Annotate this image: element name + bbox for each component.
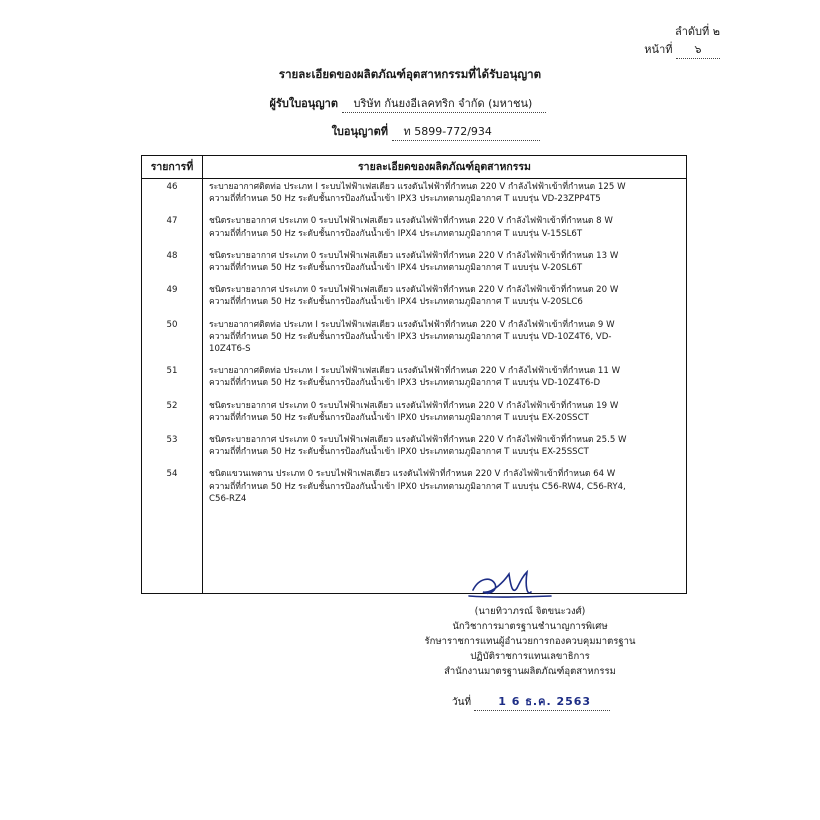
description-line: ชนิดระบายอากาศ ประเภท 0 ระบบไฟฟ้าเฟสเดียว แรงดันไฟฟ้าที่กำหนด 220 V กำลังไฟฟ้าเข้าที่กำหนด 20 W: [209, 285, 619, 296]
signatory-block: [420, 604, 640, 679]
description-line: ความถี่ที่กำหนด 50 Hz ระดับชั้นการป้องกันน้ำเข้า IPX0 ประเภทตามภูมิอากาศ T แบบรุ่น EX-25SSCT: [209, 447, 589, 458]
licensee-field: [258, 94, 546, 113]
item-description: [203, 317, 687, 364]
description-line: ระบายอากาศติดท่อ ประเภท I ระบบไฟฟ้าเฟสเดียว แรงดันไฟฟ้าที่กำหนด 220 V กำลังไฟฟ้าเข้าที่กำหนด 125 W: [209, 182, 626, 192]
item-number: 50: [142, 317, 203, 364]
item-description: [203, 282, 687, 316]
licensee-value: บริษัท กันยงอีเลคทริก จำกัด (มหาชน): [342, 94, 546, 113]
table-row: [142, 179, 687, 214]
description-line: 10Z4T6-S: [209, 344, 251, 355]
description-line: ชนิดระบายอากาศ ประเภท 0 ระบบไฟฟ้าเฟสเดียว แรงดันไฟฟ้าที่กำหนด 220 V กำลังไฟฟ้าเข้าที่กำหนด 13 W: [209, 250, 619, 261]
table-row: [142, 466, 687, 513]
date-value: 1 6 ธ.ค. 2563: [474, 692, 610, 711]
description-line: ความถี่ที่กำหนด 50 Hz ระดับชั้นการป้องกันน้ำเข้า IPX4 ประเภทตามภูมิอากาศ T แบบรุ่น V-20SLC6: [209, 297, 583, 308]
description-line: ชนิดระบายอากาศ ประเภท 0 ระบบไฟฟ้าเฟสเดียว แรงดันไฟฟ้าที่กำหนด 220 V กำลังไฟฟ้าเข้าที่กำหนด 8 W: [209, 216, 613, 227]
table-body: [142, 179, 687, 594]
signatory-position-1: นักวิชาการมาตรฐานชำนาญการพิเศษ: [452, 621, 608, 632]
table-row: [142, 248, 687, 282]
license-number-label: ใบอนุญาตที่: [331, 125, 388, 138]
table-end-row: [142, 513, 687, 594]
description-line: ระบายอากาศติดท่อ ประเภท I ระบบไฟฟ้าเฟสเดียว แรงดันไฟฟ้าที่กำหนด 220 V กำลังไฟฟ้าเข้าที่กำหนด 9 W: [209, 319, 615, 330]
signatory-position-3: ปฏิบัติราชการแทนเลขาธิการ: [470, 651, 590, 662]
license-number-field: [258, 122, 540, 141]
item-description: [203, 466, 687, 513]
description-line: ชนิดระบายอากาศ ประเภท 0 ระบบไฟฟ้าเฟสเดียว แรงดันไฟฟ้าที่กำหนด 220 V กำลังไฟฟ้าเข้าที่กำหนด 19 W: [209, 400, 619, 411]
table-row: [142, 363, 687, 397]
table-header-row: [142, 156, 687, 179]
page-number: [644, 40, 720, 59]
table-row: [142, 317, 687, 364]
description-line: ความถี่ที่กำหนด 50 Hz ระดับชั้นการป้องกันน้ำเข้า IPX0 ประเภทตามภูมิอากาศ T แบบรุ่น C56-RW4, C56-RY4,: [209, 481, 626, 492]
item-number: 49: [142, 282, 203, 316]
description-line: ความถี่ที่กำหนด 50 Hz ระดับชั้นการป้องกันน้ำเข้า IPX4 ประเภทตามภูมิอากาศ T แบบรุ่น V-20SL6T: [209, 263, 583, 274]
item-number: 53: [142, 432, 203, 466]
item-number: 54: [142, 466, 203, 513]
document-title: รายละเอียดของผลิตภัณฑ์อุตสาหกรรมที่ได้รับอนุญาต: [278, 67, 542, 81]
description-line: C56-RZ4: [209, 493, 247, 504]
signatory-office: สำนักงานมาตรฐานผลิตภัณฑ์อุตสาหกรรม: [444, 666, 616, 677]
column-header-details: รายละเอียดของผลิตภัณฑ์อุตสาหกรรม: [203, 156, 687, 179]
item-description: [203, 363, 687, 397]
table-row: [142, 398, 687, 432]
signatory-name: (นายทิวาภรณ์ จิตขนะวงศ์): [474, 606, 586, 617]
licensee-label: ผู้รับใบอนุญาต: [269, 97, 338, 110]
date-label: วันที่: [452, 697, 472, 708]
item-number: 51: [142, 363, 203, 397]
item-number: 47: [142, 213, 203, 247]
description-line: ชนิดระบายอากาศ ประเภท 0 ระบบไฟฟ้าเฟสเดียว แรงดันไฟฟ้าที่กำหนด 220 V กำลังไฟฟ้าเข้าที่กำหนด 25.5 W: [209, 435, 627, 446]
item-description: [203, 432, 687, 466]
item-number: 46: [142, 179, 203, 214]
table-row: [142, 282, 687, 316]
item-description: [203, 248, 687, 282]
sequence-number: ลำดับที่ ๒: [674, 25, 720, 38]
description-line: ความถี่ที่กำหนด 50 Hz ระดับชั้นการป้องกันน้ำเข้า IPX3 ประเภทตามภูมิอากาศ T แบบรุ่น VD-23ZPP4T5: [209, 194, 601, 205]
item-number: 48: [142, 248, 203, 282]
signatory-position-2: รักษาราชการแทนผู้อำนวยการกองควบคุมมาตรฐาน: [424, 636, 636, 647]
signature-image: [465, 566, 555, 602]
item-description: [203, 179, 687, 214]
empty-cell: [142, 513, 203, 594]
item-number: 52: [142, 398, 203, 432]
table-row: [142, 432, 687, 466]
description-line: ระบายอากาศติดท่อ ประเภท I ระบบไฟฟ้าเฟสเดียว แรงดันไฟฟ้าที่กำหนด 220 V กำลังไฟฟ้าเข้าที่กำหนด 11 W: [209, 366, 621, 377]
column-header-item-no: รายการที่: [142, 156, 203, 179]
license-number-value: ท 5899-772/934: [392, 122, 540, 141]
description-line: ความถี่ที่กำหนด 50 Hz ระดับชั้นการป้องกันน้ำเข้า IPX3 ประเภทตามภูมิอากาศ T แบบรุ่น VD-10Z4T6, VD-: [209, 331, 612, 342]
signing-date: [452, 692, 610, 711]
table-row: [142, 213, 687, 247]
description-line: ความถี่ที่กำหนด 50 Hz ระดับชั้นการป้องกันน้ำเข้า IPX4 ประเภทตามภูมิอากาศ T แบบรุ่น V-15SL6T: [209, 228, 583, 239]
item-description: [203, 213, 687, 247]
page-number-label: หน้าที่: [644, 43, 673, 56]
item-description: [203, 398, 687, 432]
page-number-value: ๖: [676, 40, 720, 59]
description-line: ความถี่ที่กำหนด 50 Hz ระดับชั้นการป้องกันน้ำเข้า IPX3 ประเภทตามภูมิอากาศ T แบบรุ่น VD-10Z4T6-D: [209, 378, 601, 389]
empty-cell: [203, 513, 687, 594]
product-details-table: [141, 155, 687, 594]
description-line: ความถี่ที่กำหนด 50 Hz ระดับชั้นการป้องกันน้ำเข้า IPX0 ประเภทตามภูมิอากาศ T แบบรุ่น EX-20SSCT: [209, 412, 589, 423]
description-line: ชนิดแขวนเพดาน ประเภท 0 ระบบไฟฟ้าเฟสเดียว แรงดันไฟฟ้าที่กำหนด 220 V กำลังไฟฟ้าเข้าที่กำหนด 64 W: [209, 469, 616, 480]
